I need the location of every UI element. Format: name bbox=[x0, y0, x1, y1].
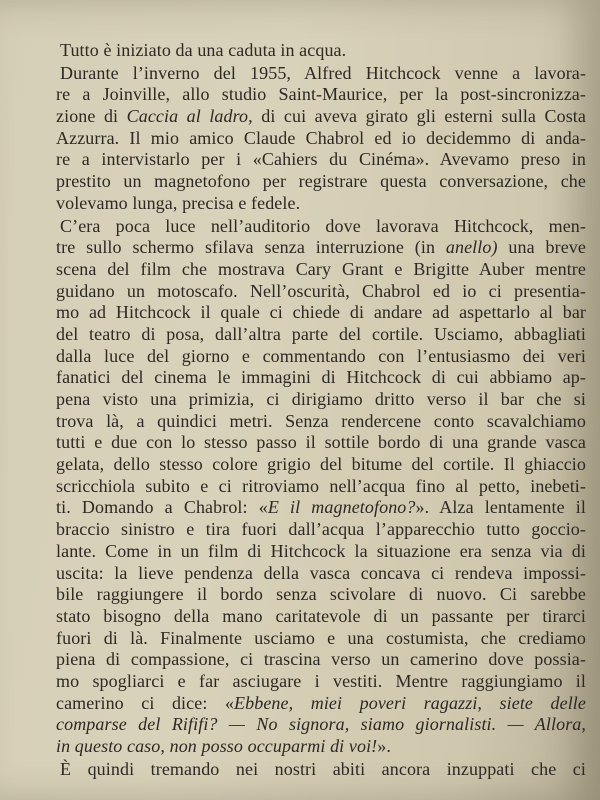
text-run: ti. Domando a Chabrol: « bbox=[56, 497, 268, 518]
paragraph-3 bbox=[56, 216, 586, 758]
text-line: pena visto una primizia, ci dirigiamo dritto verso il bar che si bbox=[56, 389, 586, 409]
text-run: camerino ci dice: « bbox=[56, 692, 235, 713]
italic-quote: in questo caso, non posso occuparmi di voi! bbox=[56, 736, 378, 756]
text-line: scena del film che mostrava Cary Grant e Brigitte Auber mentre bbox=[56, 258, 586, 279]
text-line: re a intervistarlo per i «Cahiers du Cinéma». Avevamo preso in bbox=[56, 149, 586, 170]
text-line: scricchiola subito e ci ritroviamo nell’acqua fino al petto, inebeti- bbox=[56, 475, 586, 496]
text-run: una breve bbox=[497, 237, 586, 258]
text-line bbox=[56, 237, 586, 259]
text-run: tre sullo schermo sfilava senza interruzione (in bbox=[56, 237, 446, 258]
italic-term: anello) bbox=[445, 237, 498, 258]
text-line: dalla luce del giorno e commentando con l’entusiasmo dei veri bbox=[56, 345, 586, 366]
text-line: stato bisogno della mano caritatevole di un passante per tirarci bbox=[56, 605, 586, 626]
text-line: mo ad Hitchcock il quale ci chiede di andare ad aspettarlo al bar bbox=[56, 302, 586, 323]
film-title-italic: Caccia al ladro, bbox=[126, 106, 253, 127]
italic-quote: E il magnetofono? bbox=[267, 497, 416, 518]
text-run: ». bbox=[377, 736, 391, 756]
text-line: re a Joinville, allo studio Saint-Maurice, per la post-sincronizza- bbox=[56, 84, 586, 105]
text-line: prestito un magnetofono per registrare questa conversazione, che bbox=[56, 171, 586, 192]
paragraph-2 bbox=[56, 63, 586, 215]
text-line: piena di compassione, ci trascina verso un camerino dove possia- bbox=[56, 649, 586, 670]
italic-quote: comparse del Rififi? — No signora, siamo giornalisti. — Allora, bbox=[56, 714, 586, 735]
text-line bbox=[56, 736, 586, 758]
text-line: lante. Come in un film di Hitchcock la situazione era senza via di bbox=[56, 540, 586, 561]
text-line: uscita: la lieve pendenza della vasca concava ci rendeva impossi- bbox=[56, 562, 586, 583]
text-line bbox=[56, 497, 586, 519]
text-run: zione di bbox=[56, 106, 127, 127]
text-line: volevamo lunga, precisa e fedele. bbox=[56, 192, 301, 213]
italic-quote: Ebbene, miei poveri ragazzi, siete delle bbox=[234, 692, 586, 713]
paragraph-4 bbox=[56, 759, 586, 781]
text-line bbox=[56, 714, 586, 736]
text-run: di cui aveva girato gli esterni sulla Costa bbox=[252, 106, 586, 127]
text-run: ». Alza lentamente il bbox=[415, 497, 587, 518]
text-line bbox=[56, 693, 586, 715]
text-line: È quindi tremando nei nostri abiti ancora inzuppati che ci bbox=[60, 758, 586, 779]
text-line: Durante l’inverno del 1955, Alfred Hitchcock venne a lavora- bbox=[60, 62, 586, 83]
text-line: gelata, dello stesso colore grigio del bitume del cortile. Il ghiaccio bbox=[56, 454, 586, 475]
text-line: C’era poca luce nell’auditorio dove lavorava Hitchcock, men- bbox=[60, 215, 586, 236]
text-line: tutti e due con lo stesso passo il sottile bordo di una grande vasca bbox=[56, 432, 586, 453]
page-text bbox=[56, 40, 586, 780]
text-line: braccio sinistro e tira fuori dall’acqua l’apparecchio tutto goccio- bbox=[56, 519, 586, 540]
text-line: Azzurra. Il mio amico Claude Chabrol ed io decidemmo di anda- bbox=[56, 127, 586, 148]
text-line: fuori di là. Finalmente usciamo e una costumista, che crediamo bbox=[56, 627, 586, 648]
text-line: guidano un motoscafo. Nell’oscurità, Chabrol ed io ci presentia- bbox=[56, 280, 586, 301]
paragraph-1 bbox=[56, 40, 586, 62]
text-line bbox=[56, 106, 586, 128]
text-line: del teatro di posa, dall’altra parte del cortile. Usciamo, abbagliati bbox=[56, 323, 586, 344]
text-line: trova là, a quindici metri. Senza rendercene conto scavalchiamo bbox=[56, 410, 586, 431]
text-line: fanatici del cinema le immagini di Hitchcock di cui abbiamo ap- bbox=[56, 367, 586, 388]
text-line: Tutto è iniziato da una caduta in acqua. bbox=[60, 40, 347, 60]
text-line: bile raggiungere il bordo senza scivolare di nuovo. Ci sarebbe bbox=[56, 584, 586, 605]
text-line: mo spogliarci e far asciugare i vestiti. Mentre raggiungiamo il bbox=[56, 670, 586, 691]
